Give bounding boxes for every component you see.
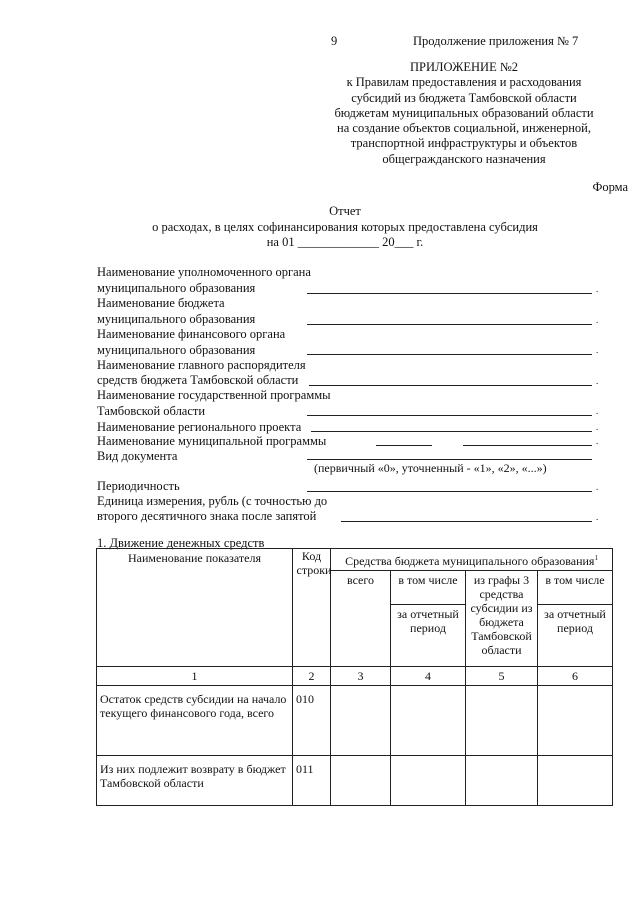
row-name: Из них подлежит возврату в бюджет Тамбовской области — [97, 756, 293, 806]
section-title: 1. Движение денежных средств — [97, 536, 265, 550]
col-number: 3 — [331, 667, 391, 686]
line-dot: . — [596, 284, 599, 294]
appendix-line: общегражданского назначения — [382, 151, 546, 166]
field-label: Наименование муниципальной программы — [97, 434, 327, 448]
report-title: Отчет — [329, 204, 361, 218]
field-label: Наименование бюджета — [97, 296, 225, 310]
appendix-line: бюджетам муниципальных образований области — [334, 105, 594, 120]
field-label: средств бюджета Тамбовской области — [97, 373, 299, 387]
cell-total[interactable] — [331, 686, 391, 756]
line-dot: . — [596, 376, 599, 386]
document-type-hint: (первичный «0», уточненный - «1», «2», «...») — [314, 461, 547, 475]
field-label: Тамбовской области — [97, 404, 206, 418]
row-code: 010 — [293, 686, 331, 756]
col-number: 5 — [466, 667, 538, 686]
field-label: муниципального образования — [97, 281, 256, 295]
row-code: 011 — [293, 756, 331, 806]
field-label: Вид документа — [97, 449, 178, 463]
row-name: Остаток средств субсидии на начало текущего финансового года, всего — [97, 686, 293, 756]
continuation-note: Продолжение приложения № 7 — [413, 34, 579, 48]
header-reporting-period-2: за отчетный период — [538, 605, 613, 667]
field-label: Наименование государственной программы — [97, 388, 331, 402]
header-including-2: в том числе — [538, 571, 613, 605]
field-label: Наименование уполномоченного органа — [97, 265, 311, 279]
col-number: 4 — [391, 667, 466, 686]
line-dot: . — [596, 315, 599, 325]
field-label: Наименование регионального проекта — [97, 420, 302, 434]
field-line[interactable] — [311, 431, 592, 432]
line-dot: . — [596, 345, 599, 355]
table-row — [97, 686, 613, 756]
field-label: муниципального образования — [97, 312, 256, 326]
header-from-col3-subsidy: из графы 3 средства субсидии из бюджета Тамбовской области — [466, 571, 538, 667]
appendix-line: к Правилам предоставления и расходования — [346, 75, 582, 90]
line-dot: . — [596, 406, 599, 416]
line-dot: . — [596, 512, 599, 522]
header-municipal-budget-funds: Средства бюджета муниципального образования$^1$ — [331, 549, 613, 571]
field-line[interactable] — [307, 459, 592, 460]
header-reporting-period: за отчетный период — [391, 605, 466, 667]
appendix-block — [320, 60, 608, 167]
cell-subsidy-period[interactable] — [538, 686, 613, 756]
field-label: Периодичность — [97, 479, 180, 493]
header-total: всего — [331, 571, 391, 667]
field-line[interactable] — [307, 491, 592, 492]
field-line[interactable] — [376, 445, 432, 446]
cell-reporting-period[interactable] — [391, 756, 466, 806]
header-including: в том числе — [391, 571, 466, 605]
field-line[interactable] — [341, 521, 592, 522]
page-number: 9 — [331, 34, 338, 48]
col-number: 1 — [97, 667, 293, 686]
appendix-line: ПРИЛОЖЕНИЕ №2 — [409, 60, 519, 74]
header-indicator-name: Наименование показателя — [97, 549, 293, 667]
col-number: 6 — [538, 667, 613, 686]
field-label: второго десятичного знака после запятой — [97, 509, 317, 523]
cell-subsidy-period[interactable] — [538, 756, 613, 806]
field-line[interactable] — [463, 445, 592, 446]
form-label: Форма — [592, 180, 628, 194]
field-line[interactable] — [307, 415, 592, 416]
field-label: муниципального образования — [97, 343, 256, 357]
table-row — [97, 756, 613, 806]
field-line[interactable] — [307, 293, 592, 294]
report-subtitle: о расходах, в целях софинансирования которых предоставлена субсидия — [152, 219, 538, 234]
line-dot: . — [596, 436, 599, 446]
field-line[interactable] — [307, 354, 592, 355]
appendix-line: на создание объектов социальной, инженерной, — [337, 121, 591, 136]
field-line[interactable] — [309, 385, 592, 386]
footnote-mark: 1 — [594, 554, 598, 562]
field-label: Единица измерения, рубль (с точностью до — [97, 494, 328, 508]
cell-total[interactable] — [331, 756, 391, 806]
appendix-line: транспортной инфраструктуры и объектов — [350, 136, 578, 151]
cell-reporting-period[interactable] — [391, 686, 466, 756]
cell-subsidy[interactable] — [466, 756, 538, 806]
report-date-line: на 01 _____________ 20___ г. — [266, 235, 424, 249]
cell-subsidy[interactable] — [466, 686, 538, 756]
line-dot: . — [596, 482, 599, 492]
field-label: Наименование финансового органа — [97, 327, 286, 341]
col-number: 2 — [293, 667, 331, 686]
field-label: Наименование главного распорядителя — [97, 358, 306, 372]
header-row-code: Код строки — [293, 549, 331, 667]
appendix-line: субсидий из бюджета Тамбовской области — [351, 90, 577, 105]
line-dot: . — [596, 422, 599, 432]
cash-flow-table — [96, 548, 613, 806]
report-title-block — [100, 204, 590, 251]
field-line[interactable] — [307, 324, 592, 325]
